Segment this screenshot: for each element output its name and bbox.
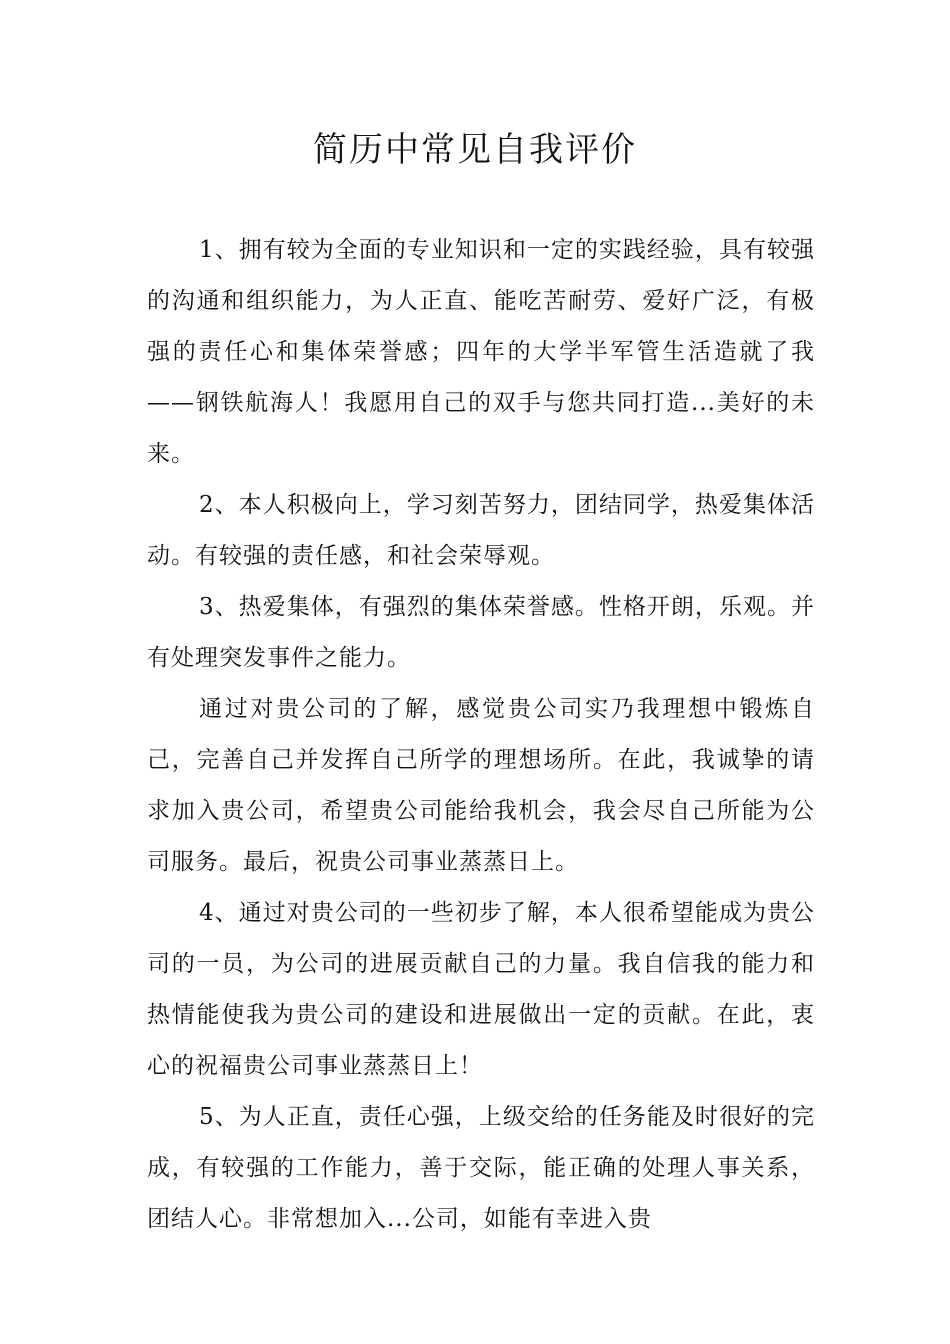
document-title: 简历中常见自我评价: [313, 130, 637, 170]
paragraph-1: 1、拥有较为全面的专业知识和一定的实践经验，具有较强的沟通和组织能力，为人正直、能吃苦耐劳、爱好广泛，有极强的责任心和集体荣誉感；四年的大学半军管生活造就了我——钢铁航海人！我愿用自己的双手与您共同打造...美好的未来。: [147, 237, 815, 467]
paragraph-4: 通过对贵公司的了解，感觉贵公司实乃我理想中锻炼自己，完善自己并发挥自己所学的理想场所。在此，我诚挚的请求加入贵公司，希望贵公司能给我机会，我会尽自己所能为公司服务。最后，祝贵公司事业蒸蒸日上。: [147, 696, 815, 875]
document-body: [147, 225, 815, 1245]
paragraph-2: 2、本人积极向上，学习刻苦努力，团结同学，热爱集体活动。有较强的责任感，和社会荣辱观。: [147, 492, 815, 569]
paragraph-6: 5、为人正直，责任心强，上级交给的任务能及时很好的完成，有较强的工作能力，善于交际，能正确的处理人事关系，团结人心。非常想加入...公司，如能有幸进入贵: [147, 1104, 815, 1232]
paragraph-5: 4、通过对贵公司的一些初步了解，本人很希望能成为贵公司的一员，为公司的进展贡献自己的力量。我自信我的能力和热情能使我为贵公司的建设和进展做出一定的贡献。在此，衷心的祝福贵公司事业蒸蒸日上！: [147, 900, 815, 1079]
paragraph-3: 3、热爱集体，有强烈的集体荣誉感。性格开朗，乐观。并有处理突发事件之能力。: [147, 594, 815, 671]
